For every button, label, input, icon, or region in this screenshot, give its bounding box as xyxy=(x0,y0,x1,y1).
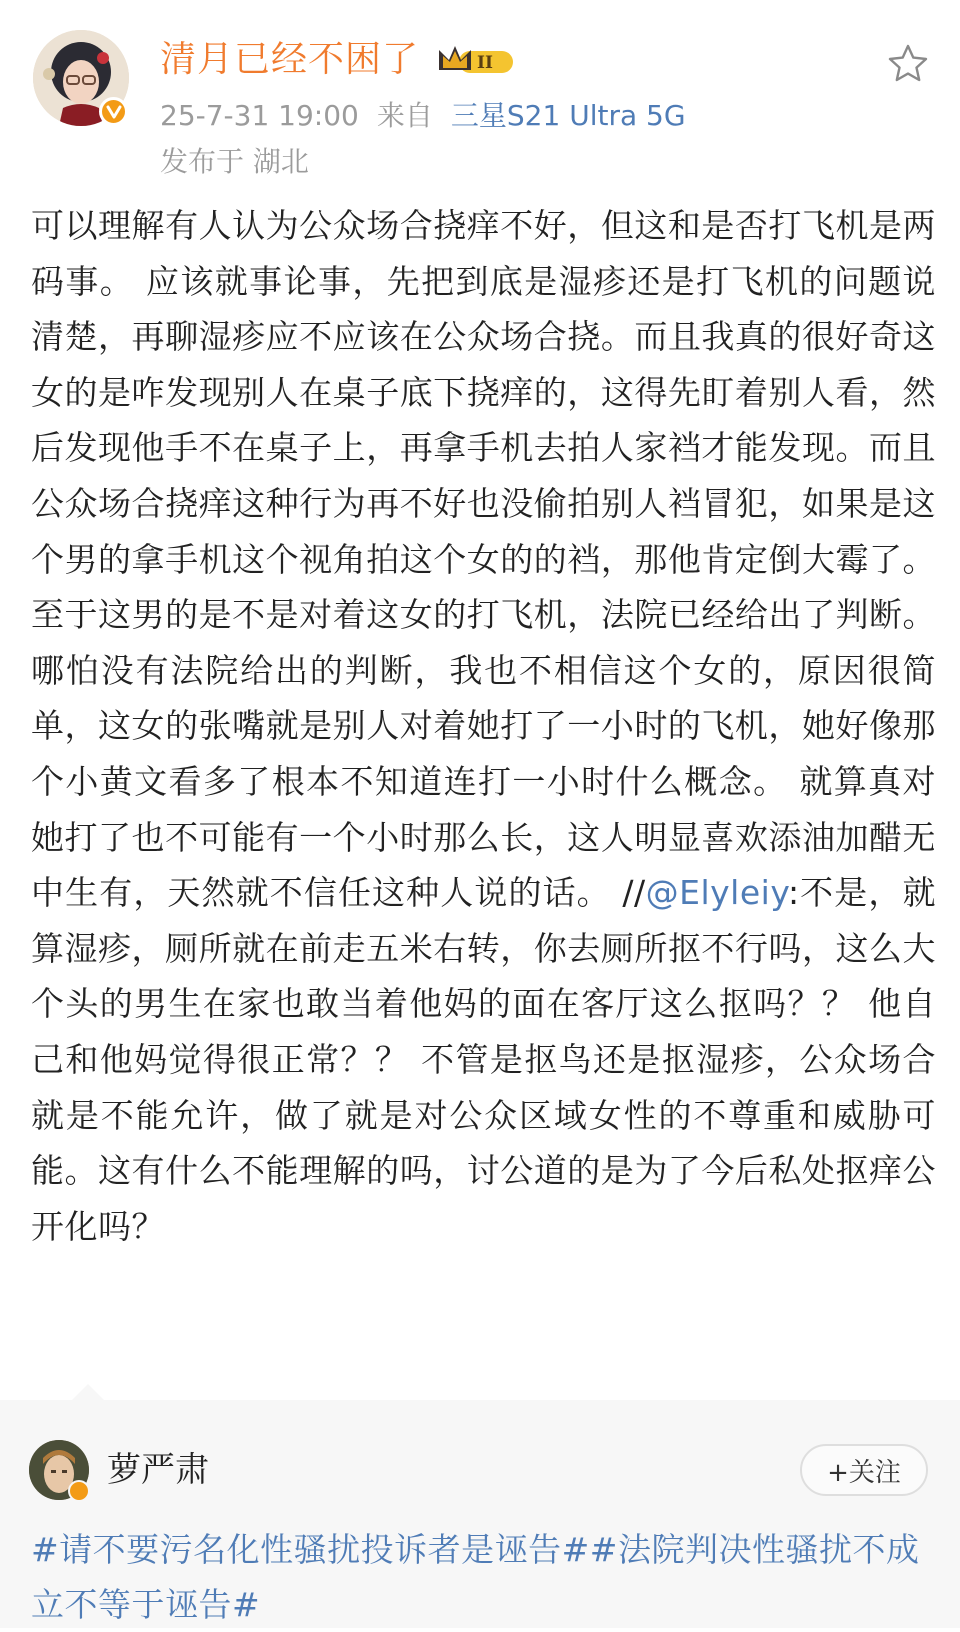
author-username[interactable]: 清月已经不困了 xyxy=(160,39,420,80)
repost-pointer xyxy=(72,1384,104,1400)
repost-hashtags[interactable]: #请不要污名化性骚扰投诉者是诬告##法院判决性骚扰不成立不等于诬告# xyxy=(31,1530,920,1624)
verified-badge-icon xyxy=(99,97,128,126)
post-location: 发布于 湖北 xyxy=(160,145,309,178)
repost-author-username[interactable]: 萝严肃 xyxy=(107,1450,209,1490)
mention-link[interactable]: @Elyleiy xyxy=(645,873,788,913)
post-body-quoted: :不是，就算湿疹，厕所就在前走五米右转，你去厕所抠不行吗，这么大个头的男生在家也敢当着他妈的面在客厅这么抠吗？？ 他自己和他妈觉得很正常？？ 不管是抠鸟还是抠湿疹，公众场合就是不能允许，做了就是对公众区域女性的不尊重和威胁可能。这有什么不能理解的吗，讨公道的是为了今后私处抠痒公开化吗？ xyxy=(31,873,936,1246)
repost-verified-badge-icon xyxy=(68,1480,90,1502)
post-body-main: 可以理解有人认为公众场合挠痒不好，但这和是否打飞机是两码事。 应该就事论事，先把到底是湿疹还是打飞机的问题说清楚，再聊湿疹应不应该在公众场合挠。而且我真的很好奇这女的是咋发现别人在桌子底下挠痒的，这得先盯着别人看，然后发现他手不在桌子上，再拿手机去拍人家裆才能发现。而且公众场合挠痒这种行为再不好也没偷拍别人裆冒犯，如果是这个男的拿手机这个视角拍这个女的的裆，那他肯定倒大霉了。 至于这男的是不是对着这女的打飞机，法院已经给出了判断。哪怕没有法院给出的判断，我也不相信这个女的，原因很简单，这女的张嘴就是别人对着她打了一小时的飞机，她好像那个小黄文看多了根本不知道连打一小时什么概念。 就算真对她打了也不可能有一个小时那么长，这人明显喜欢添油加醋无中生有，天然就不信任这种人说的话。 // xyxy=(31,206,936,913)
crown-badge-icon xyxy=(435,42,515,80)
source-prefix: 来自 xyxy=(376,99,433,132)
device-link[interactable]: 三星S21 Ultra 5G xyxy=(450,99,686,132)
post-timestamp: 25-7-31 19:00 xyxy=(160,99,359,132)
star-outline-icon[interactable] xyxy=(886,42,930,86)
post-body xyxy=(31,198,936,1254)
level-badge-text: II xyxy=(477,53,493,73)
post-meta xyxy=(160,96,704,136)
follow-button[interactable]: +关注 xyxy=(800,1444,928,1496)
